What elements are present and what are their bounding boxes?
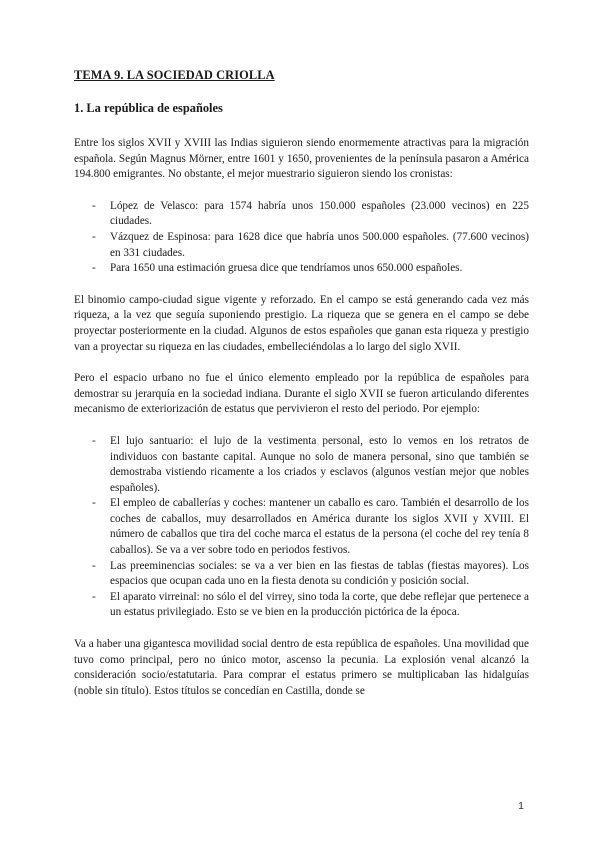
list-item bbox=[92, 199, 529, 230]
dash-bullet: - bbox=[92, 590, 96, 603]
paragraph-countryside-city: El binomio campo-ciudad sigue vigente y reforzado. En el campo se está generando cada vez más riqueza, a la vez que seguía suponiendo prestigio. La riqueza que se genera en el campo se debe proyectar posteriormente en la ciudad. Algunos de estos españoles que ganan esta riqueza y prestigio van a proyectar su riqueza en las ciudades, embelleciéndolas a lo largo del siglo XVII. bbox=[74, 293, 529, 353]
dash-bullet: - bbox=[92, 199, 96, 212]
section-heading: 1. La república de españoles bbox=[74, 101, 223, 115]
list-item-text: El aparato virreinal: no sólo el del virrey, sino toda la corte, que debe reflejar que pertenece a un estatus privilegiado. Esto se ve bien en la producción pictórica de la época. bbox=[110, 590, 529, 619]
chroniclers-list bbox=[74, 199, 529, 277]
list-item bbox=[92, 261, 529, 277]
list-item bbox=[92, 434, 529, 496]
page-number: 1 bbox=[518, 800, 524, 812]
dash-bullet: - bbox=[92, 262, 96, 275]
dash-bullet: - bbox=[92, 559, 96, 572]
list-item bbox=[92, 230, 529, 261]
list-item-text: El empleo de caballerías y coches: mantener un caballo es caro. También el desarrollo de los coches de caballos, muy desarrollados en América durante los siglos XVII y XVIII. El número de caballos que tira del coche marca el estatus de la persona (el coche del rey tenía 8 caballos). Se va a ver sobre todo en periodos festivos. bbox=[110, 497, 529, 557]
paragraph-social-mobility: Va a haber una gigantesca movilidad social dentro de esta república de españoles. Una movilidad que tuvo como principal, pero no único motor, ascenso la pecunia. La explosión venal alcanzó la consideración socio/estatutaria. Para comprar el estatus primero se multiplicaban las hidalguías (noble sin título). Estos títulos se concedían en Castilla, donde se bbox=[74, 638, 529, 697]
dash-bullet: - bbox=[92, 230, 96, 243]
paragraph-migration: Entre los siglos XVII y XVIII las Indias siguieron siendo enormemente atractivas para la migración española. Según Magnus Mörner, entre 1601 y 1650, provenientes de la península pasaron a América 194.800 emigrantes. No obstante, el mejor muestrario siguieron siendo los cronistas: bbox=[74, 137, 529, 181]
list-item-text: Para 1650 una estimación gruesa dice que tendríamos unos 650.000 españoles. bbox=[110, 262, 463, 275]
list-item bbox=[92, 496, 529, 558]
document-title: TEMA 9. LA SOCIEDAD CRIOLLA bbox=[74, 68, 275, 82]
document-body bbox=[74, 68, 529, 715]
status-mechanisms-list bbox=[74, 434, 529, 621]
paragraph-urban-space: Pero el espacio urbano no fue el único elemento empleado por la república de españoles para demostrar su jerarquía en la sociedad indiana. Durante el siglo XVII se fueron articulando diferentes mecanismo de exteriorización de estatus que pervivieron el resto del periodo. Por ejemplo: bbox=[74, 372, 529, 416]
list-item-text: Las preeminencias sociales: se va a ver bien en las fiestas de tablas (fiestas mayores). Los espacios que ocupan cada uno en la fiesta denota su condición y posición social. bbox=[110, 559, 529, 588]
list-item-text: Vázquez de Espinosa: para 1628 dice que habría unos 500.000 españoles. (77.600 vecinos) en 331 ciudades. bbox=[110, 230, 529, 259]
list-item-text: El lujo santuario: el lujo de la vestimenta personal, esto lo vemos en los retratos de individuos con bastante capital. Aunque no solo de manera personal, sino que también se demostraba vistiendo ricamente a los criados y esclavos (algunos vestían mejor que nobles españoles). bbox=[110, 434, 529, 494]
list-item-text: López de Velasco: para 1574 habría unos 150.000 españoles (23.000 vecinos) en 225 ciudades. bbox=[110, 199, 529, 228]
dash-bullet: - bbox=[92, 497, 96, 510]
list-item bbox=[92, 559, 529, 590]
list-item bbox=[92, 590, 529, 621]
dash-bullet: - bbox=[92, 434, 96, 447]
